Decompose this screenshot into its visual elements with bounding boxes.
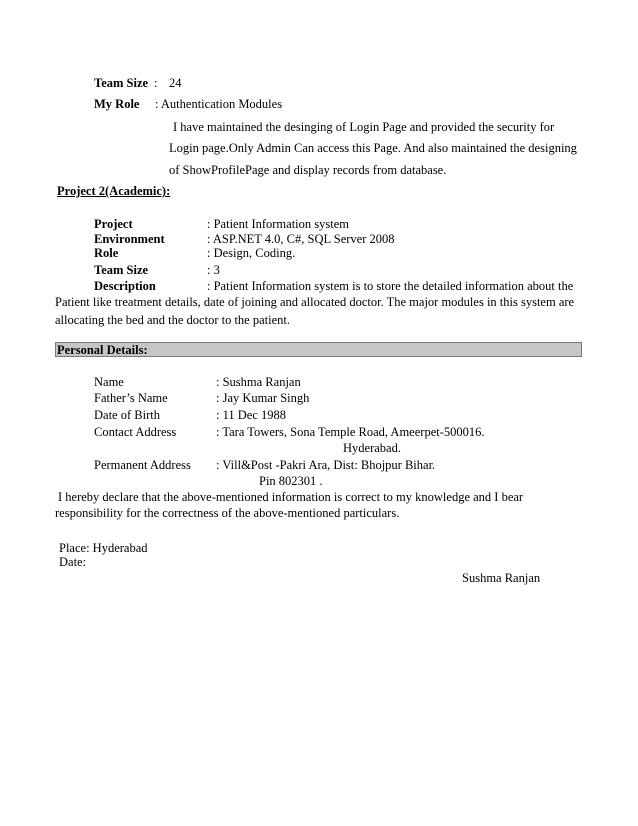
description-continuation: allocating the bed and the doctor to the patient. [55, 313, 290, 327]
team-size-label: Team Size [94, 263, 149, 277]
declaration-line: I hereby declare that the above-mentioned information is correct to my knowledge and I bear [58, 490, 524, 504]
team-size-value: : 3 [207, 263, 220, 277]
signature-name: Sushma Ranjan [462, 571, 541, 585]
role-description-line: of ShowProfilePage and display records from database. [169, 163, 447, 177]
name-value: : Sushma Ranjan [216, 375, 301, 389]
permanent-address-pin: Pin 802301 . [259, 474, 323, 488]
role-description-line: I have maintained the desinging of Login Page and provided the security for [173, 120, 555, 134]
description-label: Description [94, 279, 156, 293]
date-of-birth-value: : 11 Dec 1988 [216, 408, 287, 422]
team-size-colon: : [154, 76, 158, 90]
description-continuation: Patient like treatment details, date of joining and allocated doctor. The major modules in this system are [55, 295, 575, 309]
contact-address-value: : Tara Towers, Sona Temple Road, Ameerpet-500016. [216, 425, 485, 439]
date-text: Date: [59, 555, 87, 569]
environment-value: : ASP.NET 4.0, C#, SQL Server 2008 [207, 232, 395, 246]
description-value: : Patient Information system is to store the detailed information about the [207, 279, 574, 293]
contact-address-label: Contact Address [94, 425, 177, 439]
team-size-label: Team Size [94, 76, 149, 90]
project-value: : Patient Information system [207, 217, 349, 231]
declaration-line: responsibility for the correctness of the above-mentioned particulars. [55, 506, 400, 520]
personal-details-heading: Personal Details: [57, 343, 148, 357]
role-label: Role [94, 246, 119, 260]
role-value: : Design, Coding. [207, 246, 296, 260]
role-description-line: Login page.Only Admin Can access this Page. And also maintained the designing [169, 141, 577, 155]
personal-details-heading-bar [55, 342, 582, 357]
name-label: Name [94, 375, 124, 389]
my-role-label: My Role [94, 97, 140, 111]
team-size-value: 24 [169, 76, 182, 90]
date-of-birth-label: Date of Birth [94, 408, 160, 422]
contact-address-city: Hyderabad. [343, 441, 401, 455]
project-label: Project [94, 217, 133, 231]
fathers-name-label: Father’s Name [94, 391, 168, 405]
fathers-name-value: : Jay Kumar Singh [216, 391, 310, 405]
place-text: Place: Hyderabad [59, 541, 148, 555]
project2-heading: Project 2(Academic): [57, 184, 171, 198]
environment-label: Environment [94, 232, 165, 246]
permanent-address-label: Permanent Address [94, 458, 191, 472]
my-role-value: : Authentication Modules [155, 97, 283, 111]
permanent-address-value: : Vill&Post -Pakri Ara, Dist: Bhojpur Bihar. [216, 458, 436, 472]
